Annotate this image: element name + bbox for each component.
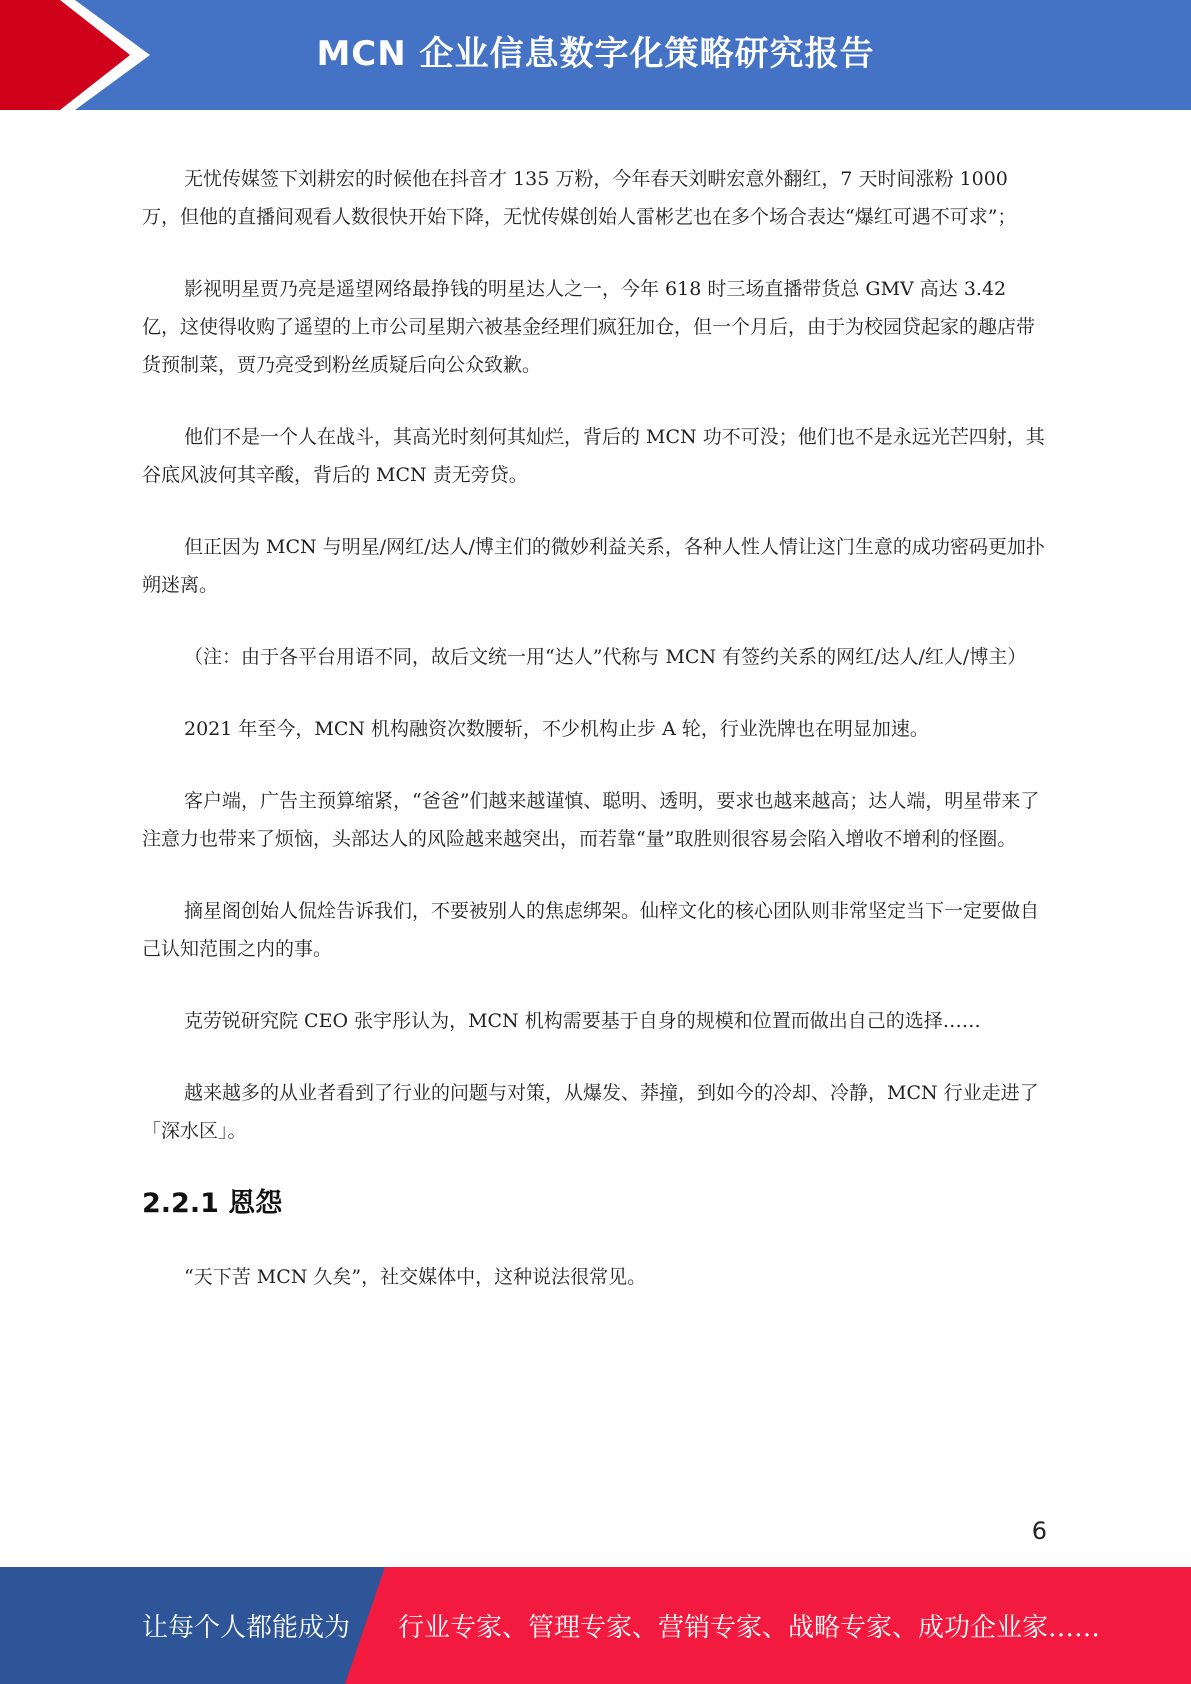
paragraph: 但正因为 MCN 与明星/网红/达人/博主们的微妙利益关系，各种人性人情让这门生意的成功密码更加扑朔迷离。: [142, 536, 1045, 596]
footer-slogan-left: 让每个人都能成为: [142, 1613, 351, 1643]
paragraph: 影视明星贾乃亮是遥望网络最挣钱的明星达人之一，今年 618 时三场直播带货总 GMV 高达 3.42 亿，这使得收购了遥望的上市公司星期六被基金经理们疯狂加仓，但一个月后，由于为校园贷起家的趣店带货预制菜，贾乃亮受到粉丝质疑后向公众致歉。: [142, 278, 1036, 376]
page-header: [0, 0, 1191, 110]
paragraph: “天下苦 MCN 久矣”，社交媒体中，这种说法很常见。: [184, 1266, 647, 1288]
page-footer: [0, 1567, 1191, 1684]
paragraph: 无忧传媒签下刘耕宏的时候他在抖音才 135 万粉，今年春天刘畊宏意外翻红，7 天时间涨粉 1000 万，但他的直播间观看人数很快开始下降，无忧传媒创始人雷彬艺也在多个场合表达“爆红可遇不可求”；: [142, 168, 1017, 228]
paragraph: 客户端，广告主预算缩紧，“爸爸”们越来越谨慎、聪明、透明，要求也越来越高；达人端，明星带来了注意力也带来了烦恼，头部达人的风险越来越突出，而若靠“量”取胜则很容易会陷入增收不增利的怪圈。: [142, 790, 1040, 850]
section-heading: 2.2.1 恩怨: [142, 1188, 283, 1219]
paragraph: （注：由于各平台用语不同，故后文统一用“达人”代称与 MCN 有签约关系的网红/达人/红人/博主）: [184, 646, 1027, 668]
paragraph: 2021 年至今，MCN 机构融资次数腰斩，不少机构止步 A 轮，行业洗牌也在明显加速。: [184, 718, 929, 740]
page-number: 6: [1031, 1517, 1047, 1545]
paragraph: 克劳锐研究院 CEO 张宇彤认为，MCN 机构需要基于自身的规模和位置而做出自己的选择……: [184, 1010, 981, 1032]
footer-slogan-right: 行业专家、管理专家、营销专家、战略专家、成功企业家……: [398, 1613, 1101, 1643]
paragraph: 摘星阁创始人侃烇告诉我们，不要被别人的焦虑绑架。仙梓文化的核心团队则非常坚定当下一定要做自己认知范围之内的事。: [142, 900, 1040, 960]
paragraph: 他们不是一个人在战斗，其高光时刻何其灿烂，背后的 MCN 功不可没；他们也不是永远光芒四射，其谷底风波何其辛酸，背后的 MCN 责无旁贷。: [142, 426, 1045, 486]
report-title: MCN 企业信息数字化策略研究报告: [316, 34, 875, 74]
paragraph: 越来越多的从业者看到了行业的问题与对策，从爆发、莽撞，到如今的冷却、冷静，MCN 行业走进了「深水区」。: [142, 1082, 1039, 1142]
page-body: [142, 160, 1047, 1330]
